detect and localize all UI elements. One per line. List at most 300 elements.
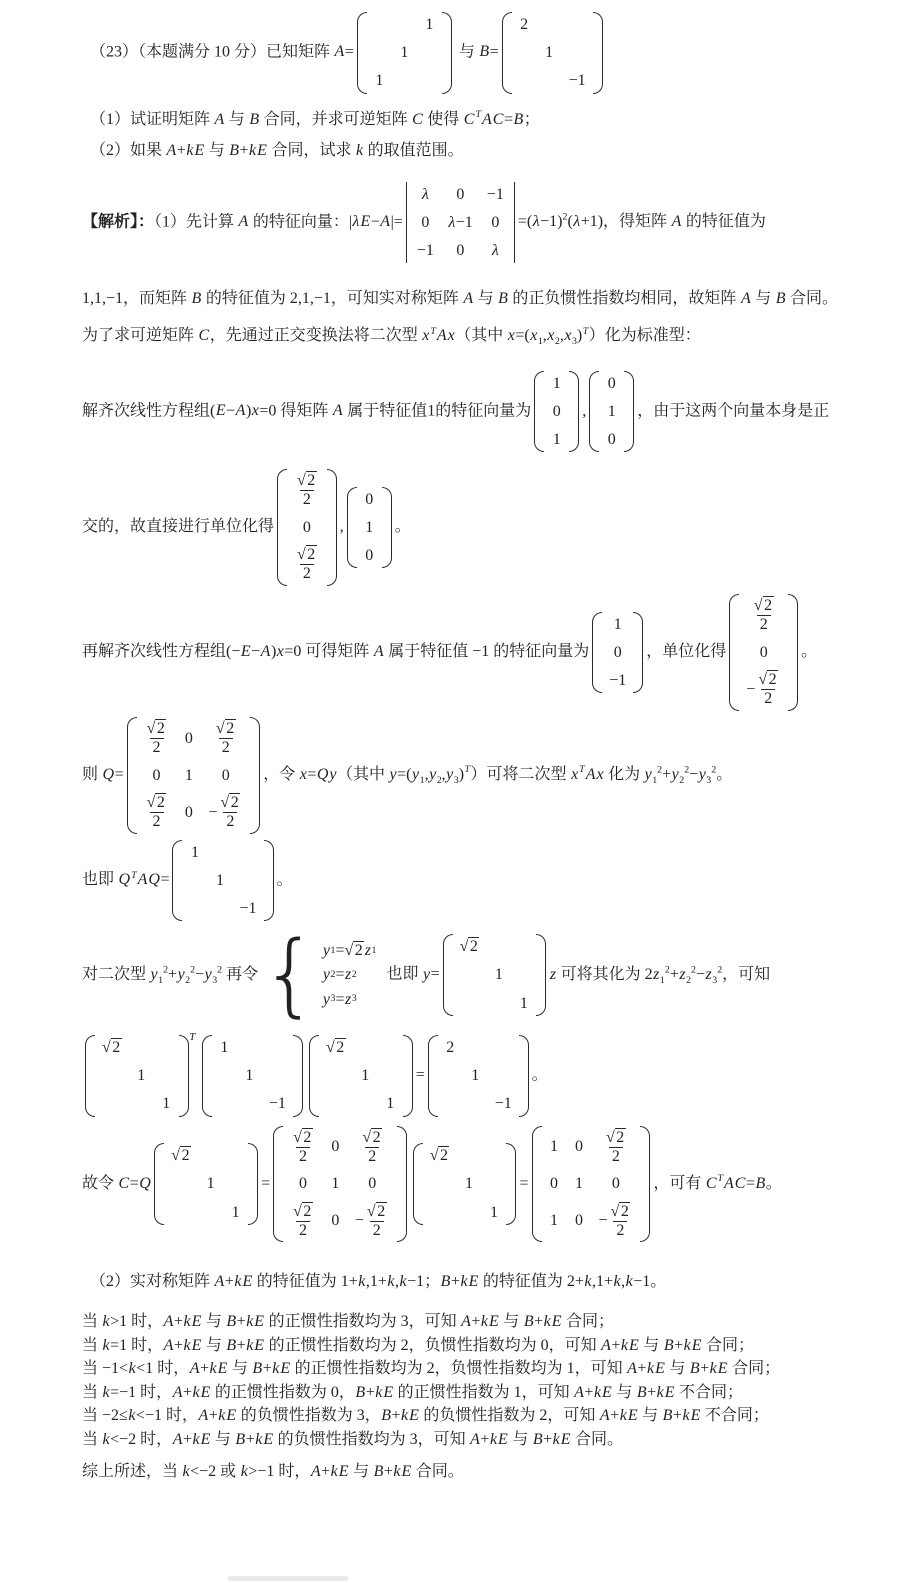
solution-text: 解齐次线性方程组(E−A)x=0 得矩阵 A 属于特征值1的特征向量为 (82, 401, 532, 419)
paren-left (357, 12, 367, 94)
matrix-cell: − √2 2 (355, 1203, 390, 1240)
matrix-cell: 1 (245, 1067, 254, 1085)
paren-left (428, 1035, 438, 1117)
paren-left (127, 717, 137, 834)
solution-text: ，令 x=Qy（其中 $y=(y_1,y_2,y_3)^T$）可将二次型 $x^TAx$ 化为 $y_1^2+y_2^2-y_3^2$。 (263, 764, 733, 786)
sqrt-2: √2 (459, 938, 478, 956)
paren-left (729, 594, 739, 711)
matrix-cell (189, 899, 200, 918)
matrix-cell (374, 43, 385, 62)
paren-right (179, 1035, 189, 1117)
solution-text: 交的，故直接进行单位化得 (82, 518, 275, 536)
diag-sqrt2-1-1-b (309, 1035, 413, 1117)
matrix-cell (544, 71, 555, 90)
fraction: √2 2 (610, 1202, 629, 1239)
matrix-cell (214, 899, 225, 918)
sqrt-2: √2 (146, 719, 165, 737)
paren-right (248, 1143, 258, 1225)
matrix-cell: 2 (520, 16, 529, 33)
paren-right (519, 1035, 529, 1117)
sqrt-2: √2 (758, 670, 777, 688)
matrix-cell (242, 871, 253, 890)
paren-left (589, 371, 599, 453)
matrix-grid (438, 1035, 519, 1117)
fraction: √2 2 (220, 793, 239, 830)
unit-vector-1 (277, 469, 337, 586)
sqrt-2: √2 (293, 1128, 312, 1146)
matrix-cell: 1 (375, 72, 384, 90)
fraction: √2 2 (297, 472, 316, 508)
matrix-grid (357, 487, 382, 569)
matrix-cell: 1 (489, 1203, 498, 1221)
equals-sign: = (415, 1066, 425, 1084)
sqrt-2: √2 (146, 793, 165, 811)
period: 。 (394, 518, 411, 536)
matrix-grid (410, 182, 511, 264)
diag-1-1-minus1-b (202, 1035, 303, 1117)
sqrt-2: √2 (366, 1202, 386, 1220)
solution-text: 再解齐次线性方程组(−E−A)x=0 可得矩阵 A 属于特征值 −1 的特征向量为 (82, 642, 590, 660)
matrix-cell (102, 1038, 122, 1057)
matrix-cell (326, 1038, 346, 1057)
matrix-cell (205, 1203, 216, 1222)
matrix-cell (470, 1038, 481, 1057)
matrix-cell (230, 1175, 241, 1194)
matrix-cell: 1 (613, 615, 622, 633)
matrix-cell: 0 (607, 430, 616, 448)
period: 。 (801, 642, 818, 660)
part2-text: （2）实对称矩阵 A+kE 的特征值为 1+k,1+k,k−1；B+kE 的特征值为 2+k,1+k,k−1。 (90, 1273, 667, 1291)
case-line: 当 k<−2 时，A+kE 与 B+kE 的负惯性指数均为 3，可知 A+kE 与 B+kE 合同。 (82, 1430, 624, 1448)
matrix-B (502, 12, 603, 94)
matrix-cell (106, 1066, 117, 1085)
paren-right (633, 612, 643, 694)
diag-sqrt2-1-1-transpose: √2 1 1 T (85, 1035, 196, 1117)
solution-text: 则 Q= (82, 765, 124, 783)
matrix-cell (359, 1129, 385, 1166)
question-1 (82, 107, 874, 133)
matrix-cell: − √2 2 (208, 794, 243, 831)
matrix-grid (182, 840, 263, 922)
matrix-cell (519, 43, 530, 62)
diag-2-1-minus1 (428, 1035, 529, 1117)
matrix-cell: 1 (550, 1212, 558, 1230)
matrix-cell: −1 (486, 185, 504, 203)
matrix-cell: −1 (609, 671, 627, 689)
sqrt-2: √2 (606, 1128, 625, 1146)
solution-step-eigenvector-lambda-minus1 (82, 592, 874, 713)
sqrt-2: √2 (362, 1128, 381, 1146)
matrix-cell: 0 (368, 1175, 377, 1193)
part2-eigenvalues (82, 1269, 874, 1295)
fraction: √2 2 (362, 1128, 381, 1165)
eigenvector-3 (592, 612, 643, 694)
scan-artifact (228, 1576, 348, 1581)
fraction: √2 2 (293, 1202, 312, 1239)
matrix-cell (518, 937, 529, 956)
matrix-cell: − √2 2 (746, 671, 781, 708)
paren-right (506, 1143, 516, 1225)
matrix-cell (445, 1066, 456, 1085)
solution-step-C-matrix (82, 1124, 874, 1245)
eigenvector-1 (534, 371, 579, 453)
matrix-cell: 1 (190, 843, 199, 861)
solution-text: ，可有 $C^TAC=B$。 (653, 1173, 782, 1192)
paren-right (536, 934, 546, 1016)
matrix-cell: 1 (575, 1175, 583, 1193)
matrix-cell: 0 (331, 1212, 340, 1230)
matrix-cell: 0 (331, 1138, 340, 1156)
matrix-grid (542, 1126, 641, 1243)
matrix-grid (739, 594, 788, 711)
matrix-cell (603, 1129, 629, 1166)
solution-step-matrix-product (82, 1033, 874, 1119)
matrix-A (357, 12, 452, 94)
matrix-grid (423, 1143, 507, 1225)
matrix-cell (330, 1095, 341, 1114)
matrix-cell: 0 (456, 242, 465, 260)
matrix-cell: 0 (550, 1175, 558, 1193)
matrix-cell (488, 1146, 499, 1165)
matrix-cell (136, 1038, 147, 1057)
matrix-cell (399, 71, 410, 90)
matrix-Q-b (273, 1126, 407, 1243)
matrix-cell: 1 (550, 1138, 558, 1156)
matrix-cell (144, 794, 170, 831)
matrix-cell (244, 1038, 255, 1057)
matrix-cell (751, 597, 777, 634)
solution-text: $=(\lambda-1)^2(\lambda+1)$，得矩阵 A 的特征值为 (517, 211, 766, 231)
matrix-cell: 0 (575, 1212, 583, 1230)
matrix-grid (599, 371, 624, 453)
matrix-cell (213, 720, 239, 757)
matrix-cell (290, 1129, 316, 1166)
matrix-cell (519, 71, 530, 90)
sqrt-2: √2 (102, 1039, 121, 1057)
matrix-cell (205, 1146, 216, 1165)
matrix-cell (294, 472, 320, 509)
matrix-grid (212, 1035, 293, 1117)
matrix-cell (518, 966, 529, 985)
fraction: √2 2 (758, 670, 777, 707)
paren-right (593, 12, 603, 94)
solution-text: 也即 y= (386, 965, 440, 983)
matrix-cell: 1 (471, 1067, 480, 1085)
diag-sqrt2-1-1-c (154, 1143, 258, 1225)
equals-sign: = (261, 1174, 271, 1192)
solution-step-eigenvalues (82, 180, 874, 266)
matrix-cell: y 3 = z 3 (322, 990, 357, 1008)
fraction: √2 2 (293, 1128, 312, 1165)
matrix-cell: 1 (365, 518, 374, 536)
question-1-text: （1）试证明矩阵 A 与 B 合同，并求可逆矩阵 C 使得 $C^TAC=B$； (90, 109, 540, 128)
problem-text: （23）（本题满分 10 分）已知矩阵 A= (90, 43, 354, 61)
matrix-cell: 0 (421, 213, 430, 231)
sqrt-2: √2 (171, 1147, 190, 1165)
solution-step-quadratic-form (82, 323, 874, 349)
fraction: √2 2 (146, 719, 165, 756)
matrix-cell: 1 (552, 374, 561, 392)
paren-right (624, 371, 634, 453)
matrix-cell (430, 1146, 450, 1165)
matrix-cell: −1 (416, 242, 434, 260)
matrix-grid (367, 12, 442, 94)
matrix-cell: 0 (491, 213, 500, 231)
matrix-cell: 1 (361, 1067, 370, 1085)
sqrt-2: √2 (215, 719, 235, 737)
problem-statement (82, 10, 874, 96)
matrix-cell: y 1 = √2 z 1 (322, 942, 377, 960)
paren-left (277, 469, 287, 586)
paren-left (532, 1126, 542, 1243)
unit-vector-3 (729, 594, 798, 711)
solution-eigenvalues-continued (82, 280, 874, 318)
matrix-cell (374, 15, 385, 34)
matrix-cell: 1 (137, 1067, 146, 1085)
comma: , (339, 518, 344, 536)
matrix-cell: 1 (231, 1203, 240, 1221)
fraction: √2 2 (297, 546, 316, 582)
sqrt-2: √2 (753, 596, 773, 614)
matrix-cell: 1 (184, 766, 193, 784)
matrix-cell (144, 720, 170, 757)
solution-text: z 可将其化为 $2z_1^2+z_2^2-z_3^2$，可知 (549, 964, 771, 986)
paren-right (264, 840, 274, 922)
matrix-cell (106, 1095, 117, 1114)
matrix-cell (493, 994, 504, 1013)
matrix-cell (424, 71, 435, 90)
matrix-cell: 0 (759, 643, 768, 661)
paren-right (788, 594, 798, 711)
matrix-cell (460, 937, 480, 956)
paren-right (293, 1035, 303, 1117)
matrix-cell: −1 (494, 1095, 512, 1113)
paren-right (250, 717, 260, 834)
matrix-cell (136, 1095, 147, 1114)
matrix-cell (294, 546, 320, 583)
sqrt-2: √2 (325, 1039, 345, 1057)
matrix-cell (572, 15, 583, 34)
matrix-grid (283, 1126, 397, 1243)
case-analysis (82, 1310, 874, 1451)
paren-left (202, 1035, 212, 1117)
matrix-cell (498, 1038, 509, 1057)
matrix-cell: 1 (464, 1175, 473, 1193)
matrix-cell: 0 (184, 729, 193, 747)
matrix-cell (272, 1066, 283, 1085)
solution-label: 【解析】： (82, 213, 155, 231)
matrix-cell (219, 1066, 230, 1085)
solution-text: 也即 $Q^TAQ=$ (82, 869, 170, 888)
matrix-cell (330, 1066, 341, 1085)
matrix-cell (219, 1095, 230, 1114)
matrix-grid (453, 934, 537, 1016)
matrix-cell: 2 (446, 1039, 455, 1057)
fraction: √2 2 (146, 793, 165, 830)
matrix-cell (385, 1038, 396, 1057)
brace-left: { (261, 922, 319, 1028)
paren-left (502, 12, 512, 94)
determinant-lambda-E-minus-A (406, 182, 515, 264)
matrix-cell: 1 (220, 1039, 229, 1057)
solution-step-QTAQ (82, 838, 874, 924)
sqrt-2: √2 (344, 942, 363, 960)
matrix-grid (319, 938, 383, 1012)
matrix-cell: λ (421, 185, 429, 203)
matrix-cell: 1 (552, 430, 561, 448)
matrix-cell: 1 (400, 44, 409, 62)
paren-left (85, 1035, 95, 1117)
paren-left (413, 1143, 423, 1225)
solution-text: 为了求可逆矩阵 C，先通过正交变换法将二次型 $x^TAx$（其中 $x=(x_1,x_2,x_3)^T$）化为标准型： (82, 325, 701, 348)
matrix-cell: λ (491, 242, 499, 260)
matrix-grid (602, 612, 633, 694)
matrix-cell: λ −1 (448, 213, 473, 231)
paren-left (443, 934, 453, 1016)
matrix-grid (544, 371, 569, 453)
matrix-cell: 1 (331, 1175, 340, 1193)
matrix-cell: 1 (386, 1095, 395, 1113)
matrix-cell: 0 (575, 1138, 583, 1156)
matrix-cell (572, 43, 583, 62)
matrix-cell: y 2 = z 2 (322, 966, 357, 984)
matrix-cell (161, 1066, 172, 1085)
matrix-cell (424, 43, 435, 62)
matrix-cell (470, 1095, 481, 1114)
matrix-grid (95, 1035, 179, 1117)
matrix-cell: 0 (152, 766, 161, 784)
solution-step-substitution (82, 922, 874, 1028)
matrix-cell (464, 994, 475, 1013)
matrix-cell: 0 (607, 374, 616, 392)
solution-step-eigenvectors-lambda1 (82, 369, 874, 455)
case-line: 当 k>1 时，A+kE 与 B+kE 的正惯性指数均为 3，可知 A+kE 与 B+kE 合同； (82, 1313, 615, 1331)
sqrt-2: √2 (220, 793, 239, 811)
question-2 (82, 138, 874, 164)
matrix-Q (127, 717, 261, 834)
paren-left (273, 1126, 283, 1243)
matrix-cell (360, 1095, 371, 1114)
matrix-cell: 1 (545, 44, 554, 62)
paren-right (327, 469, 337, 586)
matrix-cell (445, 1095, 456, 1114)
matrix-cell: 0 (365, 547, 374, 565)
matrix-cell: 0 (613, 643, 622, 661)
problem-text-mid: 与 B= (454, 43, 499, 61)
paren-left (309, 1035, 319, 1117)
matrix-cell (244, 1095, 255, 1114)
period: 。 (531, 1066, 548, 1084)
matrix-cell (230, 1146, 241, 1165)
matrix-cell: 0 (611, 1175, 620, 1193)
matrix-grid (137, 717, 251, 834)
matrix-cell (161, 1038, 172, 1057)
matrix-cell: 0 (298, 1175, 307, 1193)
matrix-grid (512, 12, 593, 94)
matrix-cell (544, 15, 555, 34)
conclusion: 综上所述，当 k<−2 或 k>−1 时，A+kE 与 B+kE 合同。 (82, 1463, 464, 1481)
matrix-cell: 1 (494, 966, 503, 984)
matrix-cell (242, 843, 253, 862)
matrix-cell (385, 1066, 396, 1085)
det-bar-left (406, 182, 407, 264)
matrix-cell: 1 (215, 871, 224, 889)
matrix-grid (164, 1143, 248, 1225)
matrix-cell: 0 (456, 185, 465, 203)
matrix-cell (399, 15, 410, 34)
diag-sqrt2-1-1-d (413, 1143, 517, 1225)
solution-text: 1,1,−1，而矩阵 B 的特征值为 2,1,−1，可知实对称矩阵 A 与 B 的正负惯性指数均相同，故矩阵 A 与 B 合同。 (82, 290, 839, 308)
matrix-cell: 1 (607, 402, 616, 420)
eigenvector-2 (589, 371, 634, 453)
paren-right (569, 371, 579, 453)
case-line: 当 k=−1 时，A+kE 的正惯性指数为 0，B+kE 的正惯性指数为 1，可知 A+kE 与 B+kE 不合同； (82, 1383, 744, 1401)
paren-left (592, 612, 602, 694)
matrix-cell (176, 1203, 187, 1222)
paren-right (397, 1126, 407, 1243)
matrix-cell (463, 1203, 474, 1222)
solution-text: ，由于这两个向量本身是正 (637, 401, 830, 419)
matrix-cell: 1 (425, 16, 434, 33)
paren-right (382, 487, 392, 569)
case-line: 当 −1<k<1 时，A+kE 与 B+kE 的正惯性指数均为 2，负惯性指数均为 1，可知 A+kE 与 B+kE 合同； (82, 1360, 781, 1378)
matrix-cell (171, 1146, 191, 1165)
matrix-cell (360, 1038, 371, 1057)
question-2-text: （2）如果 A+kE 与 B+kE 合同，试求 k 的取值范围。 (90, 142, 464, 160)
fraction: √2 2 (366, 1202, 386, 1239)
matrix-cell (434, 1203, 445, 1222)
equals-sign: = (519, 1174, 529, 1192)
matrix-cell: 1 (519, 994, 528, 1012)
solution-text: 故令 C=Q (82, 1174, 151, 1192)
solution-text: 对二次型 $y_1^2+y_2^2-y_3^2$ 再令 (82, 964, 259, 986)
solution-text: ，单位化得 (646, 642, 727, 660)
matrix-cell (176, 1175, 187, 1194)
diag-1-1-minus1 (172, 840, 273, 922)
solution-step-Q-matrix (82, 715, 874, 836)
paren-left (534, 371, 544, 453)
matrix-cell (464, 966, 475, 985)
matrix-cell (463, 1146, 474, 1165)
paren-right (640, 1126, 650, 1243)
comma: , (582, 401, 587, 419)
matrix-cell: − √2 2 (599, 1203, 634, 1240)
fraction: √2 2 (753, 596, 773, 633)
matrix-cell: 0 (184, 803, 193, 821)
system-of-equations (261, 922, 383, 1028)
matrix-cell: −1 (268, 1095, 286, 1113)
matrix-cell: 0 (365, 490, 374, 508)
det-bar-right (514, 182, 515, 264)
sqrt-2: √2 (429, 1147, 448, 1165)
matrix-cell: 1 (162, 1095, 171, 1113)
matrix-cell (488, 1175, 499, 1194)
sqrt-2: √2 (297, 546, 316, 564)
matrix-cell: 1 (206, 1175, 215, 1193)
paren-left (172, 840, 182, 922)
sqrt-2: √2 (610, 1202, 629, 1220)
case-line: 当 k=1 时，A+kE 与 B+kE 的正惯性指数均为 2，负惯性指数均为 0，可知 A+kE 与 B+kE 合同； (82, 1336, 755, 1354)
matrix-cell (214, 843, 225, 862)
matrix-grid (287, 469, 327, 586)
matrix-cell (272, 1038, 283, 1057)
solution-step-normalization (82, 467, 874, 588)
fraction: √2 2 (606, 1128, 625, 1165)
matrix-cell: −1 (239, 899, 257, 917)
sqrt-2: √2 (297, 472, 316, 490)
matrix-cell (189, 871, 200, 890)
solution-text: （1）先计算 A 的特征向量：|λE−A|= (154, 213, 403, 231)
